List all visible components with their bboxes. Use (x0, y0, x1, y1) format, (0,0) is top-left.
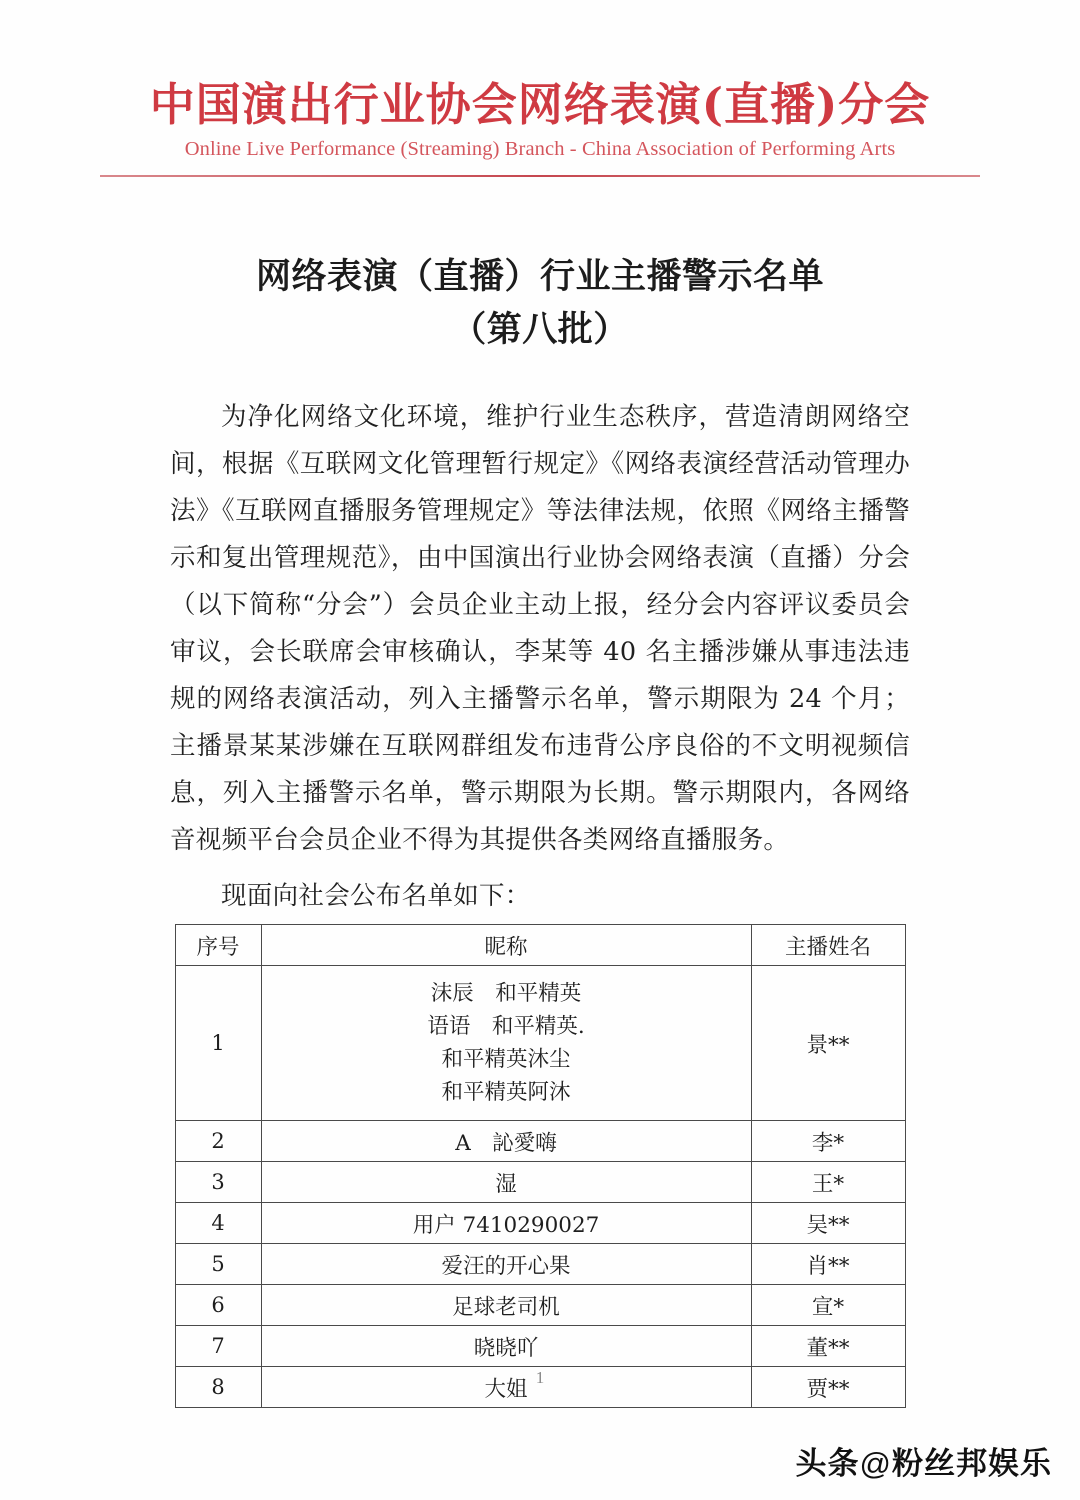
document-title-line-1: 网络表演（直播）行业主播警示名单 (255, 256, 824, 298)
nickname-line: 语语 和平精英. (427, 1014, 585, 1040)
cell-nickname: 大姐 (261, 1367, 751, 1408)
watermark (796, 1438, 1052, 1483)
nickname-line: 和平精英阿沐 (441, 1080, 571, 1106)
letterhead (0, 0, 1080, 177)
letterhead-chinese-title: 中国演出行业协会网络表演(直播)分会 (149, 78, 931, 131)
cell-seq: 8 (175, 1367, 261, 1408)
body-paragraph: 为净化网络文化环境，维护行业生态秩序，营造清朗网络空间，根据《互联网文化管理暂行规定》《网络表演经营活动管理办法》《互联网直播服务管理规定》等法律法规，依照《网络主播警示和复出管理规范》，由中国演出行业协会网络表演（直播）分会（以下简称“分会”）会员企业主动上报，经分会内容评议委员会审议，会长联席会审核确认，李某等 40 名主播涉嫌从事违法违规的网络表演活动，列入主播警示名单，警示期限为 24 个月；主播景某某涉嫌在互联网群组发布违背公序良俗的不文明视频信息，列入主播警示名单，警示期限为长期。警示期限内，各网络音视频平台会员企业不得为其提供各类网络直播服务。 (170, 402, 910, 856)
table-row (175, 966, 905, 1121)
cell-anchor-name: 李* (751, 1121, 905, 1162)
column-header-nickname: 昵称 (261, 925, 751, 966)
watermark-handle: 粉丝邦娱乐 (892, 1446, 1052, 1482)
document-body (170, 394, 910, 1408)
cell-nickname: A 訫愛嗨 (261, 1121, 751, 1162)
table-row (175, 1162, 905, 1203)
cell-nickname: 湿 (261, 1162, 751, 1203)
cell-nickname (261, 966, 751, 1121)
table-header-row (175, 925, 905, 966)
cell-anchor-name: 宣* (751, 1285, 905, 1326)
document-title (0, 251, 1080, 356)
cell-seq: 4 (175, 1203, 261, 1244)
letterhead-divider (100, 175, 980, 177)
cell-anchor-name: 王* (751, 1162, 905, 1203)
cell-seq: 6 (175, 1285, 261, 1326)
table-row (175, 1285, 905, 1326)
list-lead-in-text: 现面向社会公布名单如下： (221, 881, 531, 912)
watermark-prefix: 头条 (795, 1446, 860, 1482)
cell-nickname: 晓晓吖 (261, 1326, 751, 1367)
document-title-line-2: （第八批） (451, 308, 629, 350)
table-row (175, 1203, 905, 1244)
cell-anchor-name: 肖** (751, 1244, 905, 1285)
cell-seq: 2 (175, 1121, 261, 1162)
cell-seq: 1 (175, 966, 261, 1121)
cell-anchor-name: 景** (751, 966, 905, 1121)
column-header-seq: 序号 (175, 925, 261, 966)
cell-seq: 3 (175, 1162, 261, 1203)
cell-nickname: 用户 7410290027 (261, 1203, 751, 1244)
warning-list-table (175, 924, 906, 1408)
nickname-line: 和平精英沐尘 (441, 1047, 571, 1073)
cell-anchor-name: 董** (751, 1326, 905, 1367)
column-header-anchor-name: 主播姓名 (751, 925, 905, 966)
cell-anchor-name: 贾** (751, 1367, 905, 1408)
cell-nickname: 爱汪的开心果 (261, 1244, 751, 1285)
cell-nickname: 足球老司机 (261, 1285, 751, 1326)
table-row (175, 1326, 905, 1367)
table-row (175, 1244, 905, 1285)
cell-anchor-name: 吴** (751, 1203, 905, 1244)
letterhead-english-title: Online Live Performance (Streaming) Branch - China Association of Performing Arts (184, 138, 896, 161)
table-row (175, 1121, 905, 1162)
nickname-line: 沫辰 和平精英 (430, 981, 582, 1007)
cell-seq: 7 (175, 1326, 261, 1367)
watermark-at-symbol: @ (859, 1446, 892, 1481)
page-number: 1 (535, 1368, 545, 1387)
cell-seq: 5 (175, 1244, 261, 1285)
